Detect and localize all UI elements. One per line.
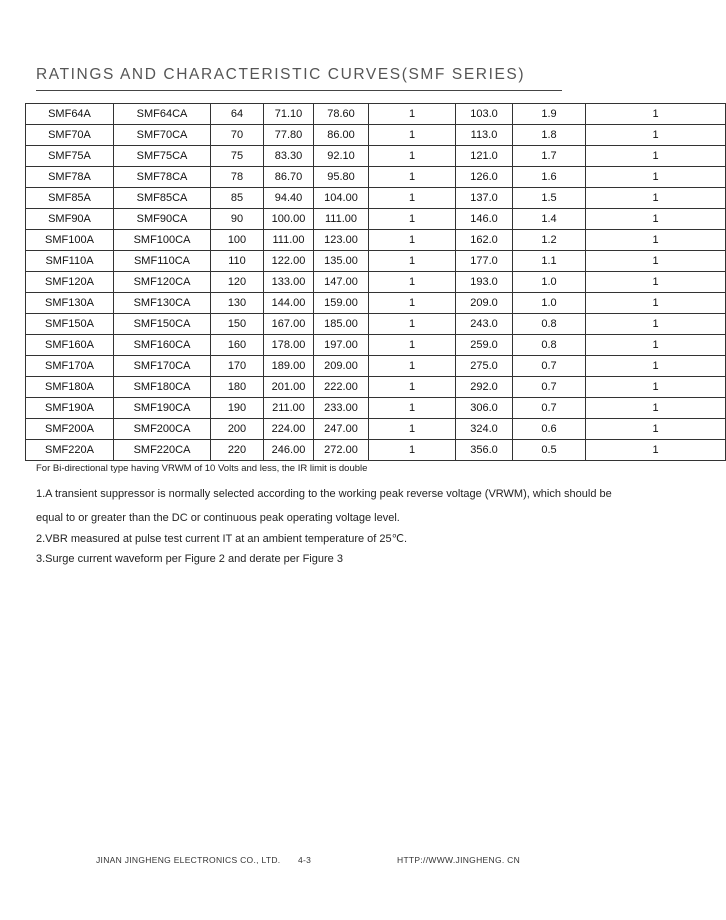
- table-cell: 190: [211, 398, 264, 419]
- table-cell: 1: [586, 314, 726, 335]
- table-cell: 243.0: [456, 314, 513, 335]
- table-cell: SMF130A: [26, 293, 114, 314]
- table-cell: 137.0: [456, 188, 513, 209]
- table-cell: 1: [369, 398, 456, 419]
- table-cell: 1: [586, 440, 726, 461]
- table-row: [26, 293, 726, 314]
- table-cell: 201.00: [264, 377, 314, 398]
- table-cell: 110: [211, 251, 264, 272]
- title-rule: [36, 90, 562, 91]
- footer-page-number: 4-3: [298, 855, 312, 865]
- table-cell: SMF75A: [26, 146, 114, 167]
- table-cell: 1: [369, 293, 456, 314]
- table-cell: 1: [586, 272, 726, 293]
- table-cell: 150: [211, 314, 264, 335]
- table-cell: SMF190CA: [114, 398, 211, 419]
- table-cell: 324.0: [456, 419, 513, 440]
- table-row: [26, 335, 726, 356]
- table-cell: 1: [369, 314, 456, 335]
- table-cell: SMF85CA: [114, 188, 211, 209]
- table-cell: 246.00: [264, 440, 314, 461]
- table-cell: 197.00: [314, 335, 369, 356]
- table-cell: 1: [369, 419, 456, 440]
- table-cell: 1.8: [513, 125, 586, 146]
- table-cell: 1: [586, 419, 726, 440]
- table-row: [26, 167, 726, 188]
- table-cell: 1: [586, 377, 726, 398]
- table-cell: SMF200A: [26, 419, 114, 440]
- table-cell: 1: [586, 209, 726, 230]
- table-row: [26, 419, 726, 440]
- table-cell: 1.1: [513, 251, 586, 272]
- table-cell: 123.00: [314, 230, 369, 251]
- table-cell: 121.0: [456, 146, 513, 167]
- table-cell: 1: [369, 272, 456, 293]
- table-cell: 1: [586, 167, 726, 188]
- note-1-line-1: 1.A transient suppressor is normally selected according to the working peak reverse voltage (VRWM), which should be: [36, 488, 612, 500]
- table-cell: 0.8: [513, 314, 586, 335]
- table-cell: 1: [586, 251, 726, 272]
- table-cell: 100: [211, 230, 264, 251]
- footer-company: JINAN JINGHENG ELECTRONICS CO., LTD.: [96, 855, 281, 865]
- table-cell: 222.00: [314, 377, 369, 398]
- table-body: [26, 104, 726, 461]
- table-row: [26, 440, 726, 461]
- table-cell: SMF90A: [26, 209, 114, 230]
- table-cell: 306.0: [456, 398, 513, 419]
- table-cell: 1: [369, 230, 456, 251]
- table-cell: SMF130CA: [114, 293, 211, 314]
- table-cell: 1.0: [513, 293, 586, 314]
- table-cell: 90: [211, 209, 264, 230]
- table-cell: SMF150A: [26, 314, 114, 335]
- table-cell: SMF120CA: [114, 272, 211, 293]
- table-cell: SMF100CA: [114, 230, 211, 251]
- table-cell: SMF180CA: [114, 377, 211, 398]
- table-cell: 275.0: [456, 356, 513, 377]
- table-cell: SMF190A: [26, 398, 114, 419]
- table-cell: SMF160A: [26, 335, 114, 356]
- note-1-line-2: equal to or greater than the DC or continuous peak operating voltage level.: [36, 512, 400, 524]
- table-cell: SMF78CA: [114, 167, 211, 188]
- table-cell: 292.0: [456, 377, 513, 398]
- table-cell: SMF180A: [26, 377, 114, 398]
- table-cell: 1: [586, 335, 726, 356]
- table-cell: 1.4: [513, 209, 586, 230]
- bidirectional-note: For Bi-directional type having VRWM of 10 Volts and less, the IR limit is double: [36, 463, 368, 474]
- table-cell: SMF85A: [26, 188, 114, 209]
- table-cell: 78: [211, 167, 264, 188]
- table-cell: 189.00: [264, 356, 314, 377]
- table-cell: 113.0: [456, 125, 513, 146]
- table-cell: 1: [369, 377, 456, 398]
- table-row: [26, 314, 726, 335]
- table-cell: SMF78A: [26, 167, 114, 188]
- table-cell: 86.00: [314, 125, 369, 146]
- table-cell: 85: [211, 188, 264, 209]
- table-cell: SMF220A: [26, 440, 114, 461]
- table-cell: SMF70CA: [114, 125, 211, 146]
- table-cell: 130: [211, 293, 264, 314]
- note-3: 3.Surge current waveform per Figure 2 and derate per Figure 3: [36, 553, 343, 565]
- table-cell: 1: [369, 188, 456, 209]
- table-cell: 83.30: [264, 146, 314, 167]
- table-row: [26, 272, 726, 293]
- table-cell: 70: [211, 125, 264, 146]
- table-cell: 209.0: [456, 293, 513, 314]
- table-cell: SMF220CA: [114, 440, 211, 461]
- table-cell: 1.7: [513, 146, 586, 167]
- page-title: RATINGS AND CHARACTERISTIC CURVES(SMF SERIES): [36, 66, 526, 83]
- table-cell: 180: [211, 377, 264, 398]
- table-cell: SMF160CA: [114, 335, 211, 356]
- table-cell: 75: [211, 146, 264, 167]
- table-cell: 1.2: [513, 230, 586, 251]
- table-cell: SMF170A: [26, 356, 114, 377]
- table-cell: 233.00: [314, 398, 369, 419]
- table-cell: 1: [586, 104, 726, 125]
- table-cell: 71.10: [264, 104, 314, 125]
- table-cell: SMF90CA: [114, 209, 211, 230]
- table-cell: SMF200CA: [114, 419, 211, 440]
- table-cell: 178.00: [264, 335, 314, 356]
- table-row: [26, 251, 726, 272]
- table-cell: 200: [211, 419, 264, 440]
- table-cell: 356.0: [456, 440, 513, 461]
- ratings-table: [25, 103, 726, 461]
- table-cell: 1: [586, 293, 726, 314]
- table-cell: 1: [369, 167, 456, 188]
- table-cell: 120: [211, 272, 264, 293]
- table-cell: 78.60: [314, 104, 369, 125]
- table-row: [26, 230, 726, 251]
- table-cell: 177.0: [456, 251, 513, 272]
- table-cell: 159.00: [314, 293, 369, 314]
- table-cell: 64: [211, 104, 264, 125]
- table-cell: 1: [369, 440, 456, 461]
- table-cell: SMF70A: [26, 125, 114, 146]
- table-cell: 1.6: [513, 167, 586, 188]
- table-cell: SMF110A: [26, 251, 114, 272]
- table-cell: 247.00: [314, 419, 369, 440]
- table-cell: SMF120A: [26, 272, 114, 293]
- table-cell: 146.0: [456, 209, 513, 230]
- table-cell: 1.9: [513, 104, 586, 125]
- table-cell: 92.10: [314, 146, 369, 167]
- table-cell: 1: [369, 146, 456, 167]
- table-cell: 95.80: [314, 167, 369, 188]
- footer-url: HTTP://WWW.JINGHENG. CN: [397, 855, 521, 865]
- table-cell: 160: [211, 335, 264, 356]
- table-cell: 1: [586, 125, 726, 146]
- table-row: [26, 188, 726, 209]
- table-cell: 0.7: [513, 398, 586, 419]
- table-cell: 0.5: [513, 440, 586, 461]
- table-cell: SMF150CA: [114, 314, 211, 335]
- table-cell: SMF110CA: [114, 251, 211, 272]
- table-cell: 103.0: [456, 104, 513, 125]
- table-cell: SMF100A: [26, 230, 114, 251]
- table-cell: 0.8: [513, 335, 586, 356]
- table-cell: 259.0: [456, 335, 513, 356]
- table-cell: SMF64A: [26, 104, 114, 125]
- table-cell: 1: [586, 230, 726, 251]
- table-row: [26, 146, 726, 167]
- table-cell: 104.00: [314, 188, 369, 209]
- table-cell: 1.0: [513, 272, 586, 293]
- table-cell: 162.0: [456, 230, 513, 251]
- table-cell: 122.00: [264, 251, 314, 272]
- table-row: [26, 209, 726, 230]
- table-cell: 220: [211, 440, 264, 461]
- table-cell: SMF75CA: [114, 146, 211, 167]
- table-cell: 147.00: [314, 272, 369, 293]
- table-row: [26, 377, 726, 398]
- table-cell: 86.70: [264, 167, 314, 188]
- table-cell: 272.00: [314, 440, 369, 461]
- table-cell: 167.00: [264, 314, 314, 335]
- table-cell: 0.7: [513, 356, 586, 377]
- table-cell: 111.00: [314, 209, 369, 230]
- table-cell: 111.00: [264, 230, 314, 251]
- table-cell: 1.5: [513, 188, 586, 209]
- table-cell: 94.40: [264, 188, 314, 209]
- table-cell: 1: [369, 335, 456, 356]
- table-cell: 1: [586, 188, 726, 209]
- table-cell: 1: [369, 104, 456, 125]
- table-cell: 100.00: [264, 209, 314, 230]
- note-2: 2.VBR measured at pulse test current IT at an ambient temperature of 25℃.: [36, 533, 408, 545]
- table-row: [26, 356, 726, 377]
- table-cell: 0.6: [513, 419, 586, 440]
- table-cell: 1: [586, 398, 726, 419]
- table-cell: 133.00: [264, 272, 314, 293]
- table-cell: 135.00: [314, 251, 369, 272]
- table-cell: 1: [586, 356, 726, 377]
- table-row: [26, 104, 726, 125]
- table-cell: 193.0: [456, 272, 513, 293]
- table-cell: SMF64CA: [114, 104, 211, 125]
- table-cell: 1: [369, 251, 456, 272]
- table-cell: 126.0: [456, 167, 513, 188]
- table-cell: 144.00: [264, 293, 314, 314]
- table-cell: 1: [369, 125, 456, 146]
- table-cell: 211.00: [264, 398, 314, 419]
- table-cell: 185.00: [314, 314, 369, 335]
- table-cell: 77.80: [264, 125, 314, 146]
- table-row: [26, 125, 726, 146]
- table-cell: SMF170CA: [114, 356, 211, 377]
- table-cell: 209.00: [314, 356, 369, 377]
- table-cell: 0.7: [513, 377, 586, 398]
- table-row: [26, 398, 726, 419]
- table-cell: 1: [369, 209, 456, 230]
- table-cell: 1: [369, 356, 456, 377]
- table-cell: 1: [586, 146, 726, 167]
- table-cell: 170: [211, 356, 264, 377]
- table-cell: 224.00: [264, 419, 314, 440]
